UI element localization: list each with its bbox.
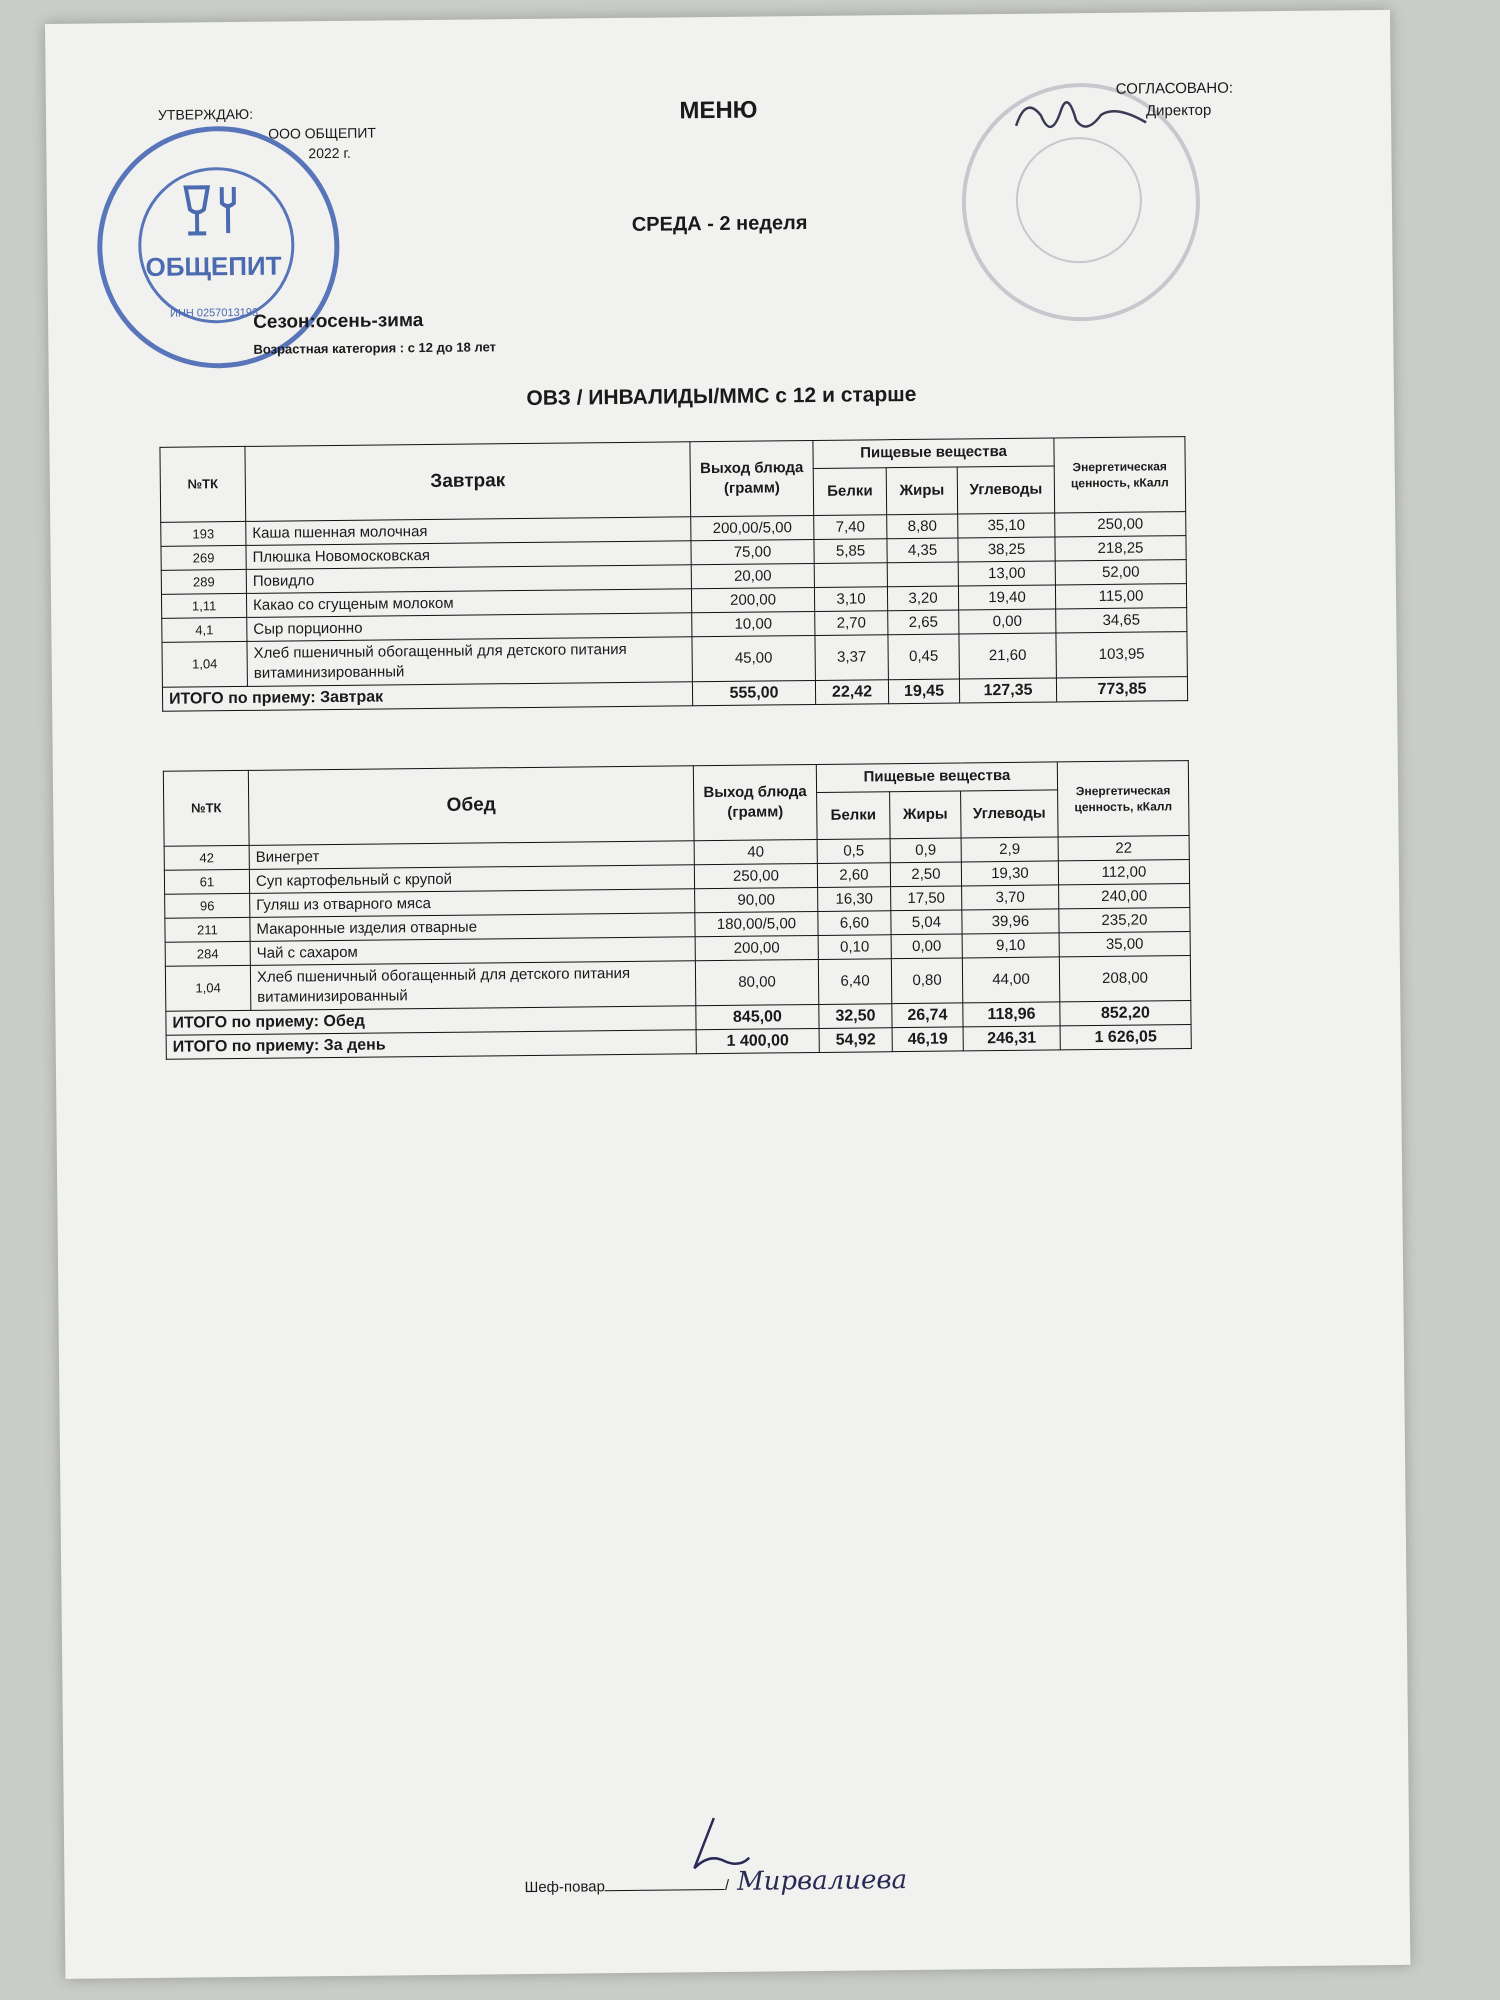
cell-carbs: 44,00 [962, 957, 1059, 1003]
col-nutrients: Пищевые вещества [813, 438, 1054, 468]
cell-fats: 0,00 [891, 934, 962, 959]
approve-org: ООО ОБЩЕПИТ [268, 124, 377, 142]
cell-code: 269 [161, 545, 246, 570]
cell-name: Винегрет [249, 841, 694, 870]
cell-energy: 34,65 [1056, 608, 1187, 633]
col-fats: Жиры [890, 791, 961, 839]
cell-yield: 250,00 [694, 863, 817, 888]
agreed-label: СОГЛАСОВАНО: [1115, 79, 1234, 98]
cell-carbs: 0,00 [959, 609, 1056, 634]
cell-fats: 3,20 [887, 586, 958, 611]
cell-yield: 200,00/5,00 [691, 515, 814, 540]
cell-yield: 180,00/5,00 [695, 911, 818, 936]
total-carbs: 118,96 [963, 1002, 1060, 1027]
cell-yield: 90,00 [695, 887, 818, 912]
breakfast-table [159, 436, 1188, 712]
cell-fats: 2,50 [890, 862, 961, 887]
col-yield: Выход блюда (грамм) [693, 764, 817, 840]
cell-energy: 218,25 [1055, 536, 1186, 561]
cell-proteins: 2,60 [817, 863, 890, 888]
cell-carbs: 19,40 [958, 585, 1055, 610]
total-fats: 26,74 [892, 1003, 963, 1028]
season-label: Сезон:осень-зима [253, 310, 424, 333]
cell-energy: 22 [1058, 836, 1189, 861]
cell-yield: 45,00 [692, 635, 815, 681]
cell-energy: 112,00 [1058, 860, 1189, 885]
col-carbs: Углеводы [957, 466, 1054, 514]
cell-proteins: 5,85 [814, 539, 887, 564]
cell-proteins [814, 563, 887, 588]
cell-fats [887, 562, 958, 587]
stamp-word: ОБЩЕПИТ [145, 250, 282, 282]
cell-name: Повидло [246, 565, 691, 594]
col-code: №ТК [160, 446, 246, 522]
cell-fats: 0,9 [890, 838, 961, 863]
cell-code: 211 [165, 917, 250, 942]
approve-year: 2022 г. [308, 144, 351, 162]
total-label: ИТОГО по приему: Обед [166, 1006, 696, 1036]
total-yield: 555,00 [692, 680, 815, 705]
cell-proteins: 7,40 [814, 515, 887, 540]
cell-carbs: 39,96 [962, 909, 1059, 934]
cell-name: Какао со сгущеным молоком [246, 589, 691, 618]
col-meal: Завтрак [245, 442, 691, 522]
cell-carbs: 21,60 [959, 633, 1056, 679]
cell-proteins: 0,10 [818, 935, 891, 960]
cell-code: 1,11 [161, 593, 246, 618]
cell-energy: 235,20 [1059, 908, 1190, 933]
cell-carbs: 9,10 [962, 933, 1059, 958]
cell-yield: 20,00 [691, 563, 814, 588]
total-proteins: 22,42 [815, 680, 888, 705]
total-energy: 773,85 [1056, 677, 1187, 702]
col-energy: Энергетическая ценность, кКалл [1054, 437, 1186, 513]
cell-proteins: 0,5 [817, 839, 890, 864]
agreed-role: Директор [1145, 101, 1212, 120]
cell-carbs: 13,00 [958, 561, 1055, 586]
cell-energy: 250,00 [1055, 512, 1186, 537]
cell-name: Плюшка Новомосковская [246, 541, 691, 570]
age-category: Возрастная категория : с 12 до 18 лет [253, 339, 497, 357]
chef-signature [674, 1813, 765, 1884]
day-total-label: ИТОГО по приему: За день [166, 1030, 696, 1060]
cell-fats: 8,80 [887, 514, 958, 539]
page-title: МЕНЮ [679, 96, 758, 125]
col-meal: Обед [248, 766, 694, 846]
col-yield: Выход блюда (грамм) [690, 440, 814, 516]
col-proteins: Белки [813, 467, 886, 515]
cell-code: 42 [164, 845, 249, 870]
cell-name: Гуляш из отварного мяса [250, 889, 695, 918]
document-page [45, 10, 1410, 1979]
chef-signature-line: Шеф-повар / Мирвалиева [524, 1865, 908, 1897]
cell-yield: 10,00 [692, 611, 815, 636]
cell-code: 61 [164, 869, 249, 894]
cell-proteins: 6,40 [818, 959, 891, 1005]
day-total-fats: 46,19 [892, 1027, 963, 1052]
col-code: №ТК [163, 770, 249, 846]
approve-label: УТВЕРЖДАЮ: [157, 105, 254, 123]
cell-code: 193 [161, 521, 246, 546]
cell-name: Хлеб пшеничный обогащенный для детского питания витаминизированный [247, 637, 692, 687]
lunch-table [163, 760, 1192, 1060]
col-energy: Энергетическая ценность, кКалл [1057, 761, 1189, 837]
total-energy: 852,20 [1060, 1001, 1191, 1026]
cell-code: 289 [161, 569, 246, 594]
col-fats: Жиры [886, 467, 957, 515]
cell-code: 1,04 [162, 641, 247, 687]
cell-energy: 115,00 [1055, 584, 1186, 609]
total-proteins: 32,50 [819, 1004, 892, 1029]
total-carbs: 127,35 [959, 678, 1056, 703]
cell-carbs: 2,9 [961, 837, 1058, 862]
day-total-proteins: 54,92 [819, 1028, 892, 1053]
day-total-yield: 1 400,00 [696, 1028, 819, 1053]
cell-code: 284 [165, 941, 250, 966]
cell-name: Суп картофельный с крупой [249, 865, 694, 894]
cell-fats: 4,35 [887, 538, 958, 563]
cell-carbs: 19,30 [961, 861, 1058, 886]
cell-yield: 200,00 [695, 935, 818, 960]
total-label: ИТОГО по приему: Завтрак [162, 682, 692, 712]
cell-energy: 240,00 [1059, 884, 1190, 909]
cell-name: Хлеб пшеничный обогащенный для детского питания витаминизированный [250, 961, 695, 1011]
cell-name: Сыр порционно [247, 613, 692, 642]
cell-fats: 0,45 [888, 634, 959, 680]
cell-energy: 103,95 [1056, 632, 1187, 678]
cell-fats: 0,80 [891, 958, 962, 1004]
cell-code: 96 [165, 893, 250, 918]
day-total-carbs: 246,31 [963, 1026, 1060, 1051]
stamp-inn: ИНН 0257013193 [169, 306, 259, 320]
chef-name: Мирвалиева [736, 1865, 908, 1897]
cell-carbs: 38,25 [958, 537, 1055, 562]
cell-energy: 52,00 [1055, 560, 1186, 585]
cell-proteins: 6,60 [818, 911, 891, 936]
total-yield: 845,00 [696, 1004, 819, 1029]
cell-fats: 17,50 [891, 886, 962, 911]
cell-yield: 200,00 [691, 587, 814, 612]
cell-proteins: 3,10 [814, 587, 887, 612]
cell-name: Каша пшенная молочная [246, 517, 691, 546]
cell-yield: 80,00 [695, 959, 818, 1005]
cell-proteins: 16,30 [818, 887, 891, 912]
col-nutrients: Пищевые вещества [816, 762, 1057, 792]
cell-proteins: 3,37 [815, 635, 888, 681]
chef-label: Шеф-повар [524, 1878, 606, 1897]
cell-yield: 40 [694, 839, 817, 864]
cell-carbs: 35,10 [958, 513, 1055, 538]
cell-fats: 2,65 [888, 610, 959, 635]
total-fats: 19,45 [888, 679, 959, 704]
cell-yield: 75,00 [691, 539, 814, 564]
cell-code: 1,04 [165, 965, 250, 1011]
cell-fats: 5,04 [891, 910, 962, 935]
group-heading: ОВЗ / ИНВАЛИДЫ/ММС с 12 и старше [526, 382, 917, 410]
col-carbs: Углеводы [961, 790, 1058, 838]
cell-energy: 35,00 [1059, 932, 1190, 957]
day-heading: СРЕДА - 2 неделя [631, 212, 808, 236]
cell-code: 4,1 [162, 617, 247, 642]
cell-carbs: 3,70 [962, 885, 1059, 910]
director-signature [1006, 84, 1157, 156]
col-proteins: Белки [817, 791, 890, 839]
cell-proteins: 2,70 [815, 611, 888, 636]
cell-name: Макаронные изделия отварные [250, 913, 695, 942]
day-total-energy: 1 626,05 [1060, 1025, 1191, 1050]
cell-name: Чай с сахаром [250, 937, 695, 966]
cell-energy: 208,00 [1059, 956, 1190, 1002]
